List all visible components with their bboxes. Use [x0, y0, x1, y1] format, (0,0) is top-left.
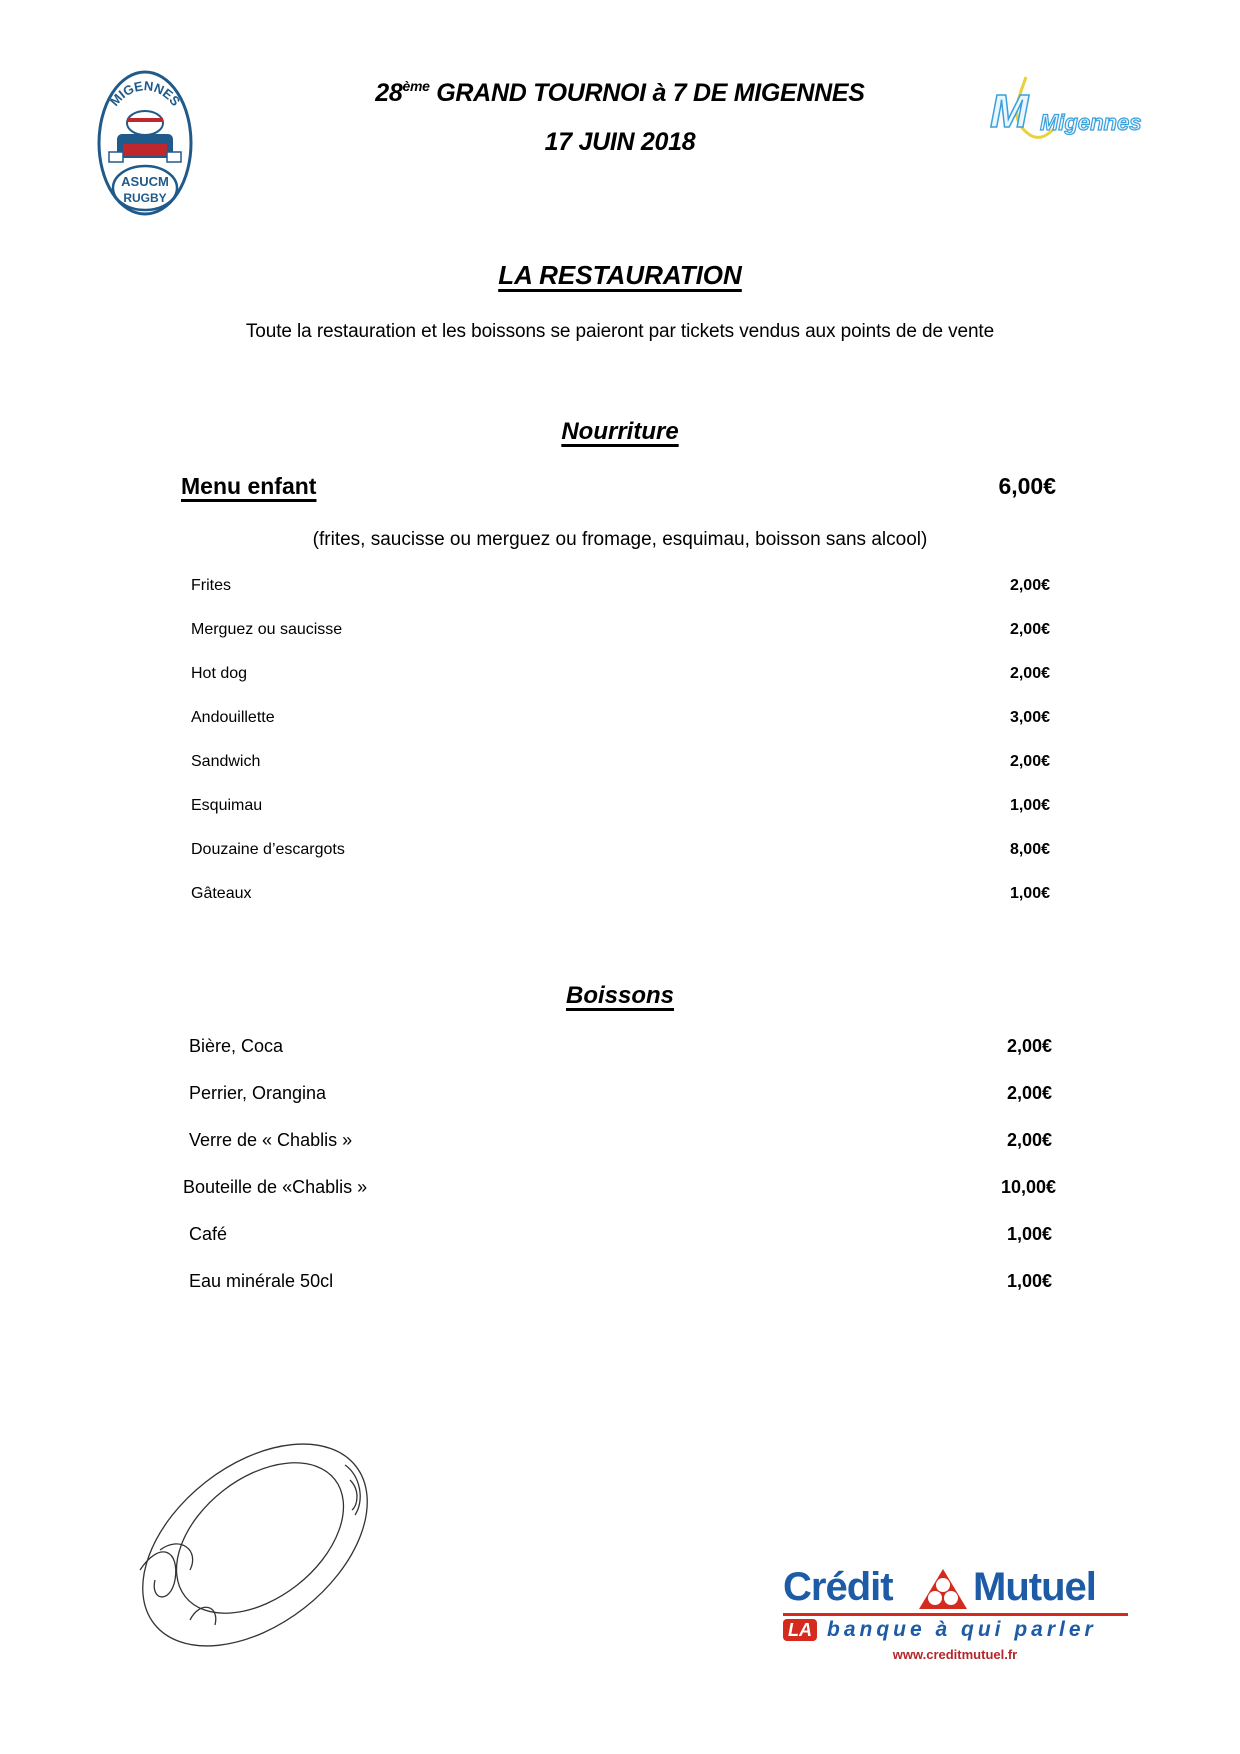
drinks-heading: Boissons: [565, 982, 675, 1009]
item-price: 1,00€: [1009, 885, 1050, 902]
item-price: 3,00€: [1009, 709, 1050, 726]
event-date: 17 JUIN 2018: [544, 128, 696, 156]
item-name: Hot dog: [191, 665, 248, 682]
svg-text:Migennes: Migennes: [1040, 110, 1142, 135]
item-name: Merguez ou saucisse: [191, 621, 343, 638]
item-price: 10,00€: [1000, 1177, 1056, 1197]
item-name: Eau minérale 50cl: [189, 1271, 334, 1291]
rugby-ball-illustration: [120, 1420, 390, 1670]
title-ordinal: ème: [402, 78, 430, 94]
drink-item: [0, 1130, 1240, 1156]
asucm-rugby-logo: [95, 68, 195, 218]
item-price: 2,00€: [1009, 577, 1050, 594]
menu-enfant-label: Menu enfant: [181, 473, 317, 499]
item-name: Esquimau: [191, 797, 263, 814]
item-name: Douzaine d’escargots: [191, 841, 345, 858]
sponsor-name-1: Crédit: [783, 1565, 893, 1609]
intro-text: Toute la restauration et les boissons se paieront par tickets vendus aux points de de vente: [245, 321, 995, 342]
item-name: Sandwich: [191, 753, 261, 770]
menu-enfant-description: (frites, saucisse ou merguez ou fromage, esquimau, boisson sans alcool): [312, 529, 928, 550]
item-name: Café: [189, 1224, 228, 1244]
item-price: 2,00€: [1009, 753, 1050, 770]
drink-item: [0, 1083, 1240, 1109]
sponsor-url[interactable]: www.creditmutuel.fr: [892, 1647, 1018, 1662]
item-name: Perrier, Orangina: [189, 1083, 327, 1103]
food-item: [0, 665, 1240, 691]
credit-mutuel-emblem-icon: [917, 1567, 969, 1611]
credit-mutuel-logo: [775, 1565, 1135, 1670]
sponsor-tagline: banque à qui parler: [827, 1618, 1097, 1641]
food-item: [0, 709, 1240, 735]
menu-enfant-price: 6,00€: [998, 473, 1056, 499]
sponsor-divider: [783, 1613, 1128, 1616]
item-name: Bière, Coca: [189, 1036, 284, 1056]
drink-item: [0, 1036, 1240, 1062]
sponsor-name-2: Mutuel: [973, 1565, 1096, 1609]
title-number: 28: [375, 79, 403, 107]
item-price: 2,00€: [1009, 665, 1050, 682]
food-heading: Nourriture: [561, 418, 679, 445]
food-item: [0, 753, 1240, 779]
migennes-town-logo: [978, 75, 1158, 145]
event-title: [300, 78, 940, 108]
food-item: [0, 797, 1240, 823]
sponsor-tag-la: LA: [783, 1619, 817, 1641]
svg-text:RUGBY: RUGBY: [123, 191, 167, 205]
item-name: Gâteaux: [191, 885, 252, 902]
item-name: Frites: [191, 577, 231, 594]
item-price: 2,00€: [1009, 621, 1050, 638]
item-price: 2,00€: [1006, 1083, 1052, 1103]
main-heading: LA RESTAURATION: [498, 260, 742, 290]
svg-text:MIGENNES: MIGENNES: [106, 78, 184, 109]
drink-item: [0, 1177, 1240, 1203]
item-price: 1,00€: [1006, 1224, 1052, 1244]
item-name: Bouteille de «Chablis »: [183, 1177, 368, 1197]
item-price: 8,00€: [1009, 841, 1050, 858]
title-text: GRAND TOURNOI à 7 DE MIGENNES: [429, 79, 865, 107]
svg-text:ASUCM: ASUCM: [121, 174, 169, 189]
item-price: 1,00€: [1009, 797, 1050, 814]
item-price: 2,00€: [1006, 1036, 1052, 1056]
food-item: [0, 621, 1240, 647]
item-price: 2,00€: [1006, 1130, 1052, 1150]
food-item: [0, 841, 1240, 867]
drink-item: [0, 1271, 1240, 1297]
drink-item: [0, 1224, 1240, 1250]
item-price: 1,00€: [1006, 1271, 1052, 1291]
food-item: [0, 885, 1240, 911]
item-name: Verre de « Chablis »: [189, 1130, 353, 1150]
svg-text:M: M: [990, 85, 1029, 137]
item-name: Andouillette: [191, 709, 275, 726]
food-item: [0, 577, 1240, 603]
